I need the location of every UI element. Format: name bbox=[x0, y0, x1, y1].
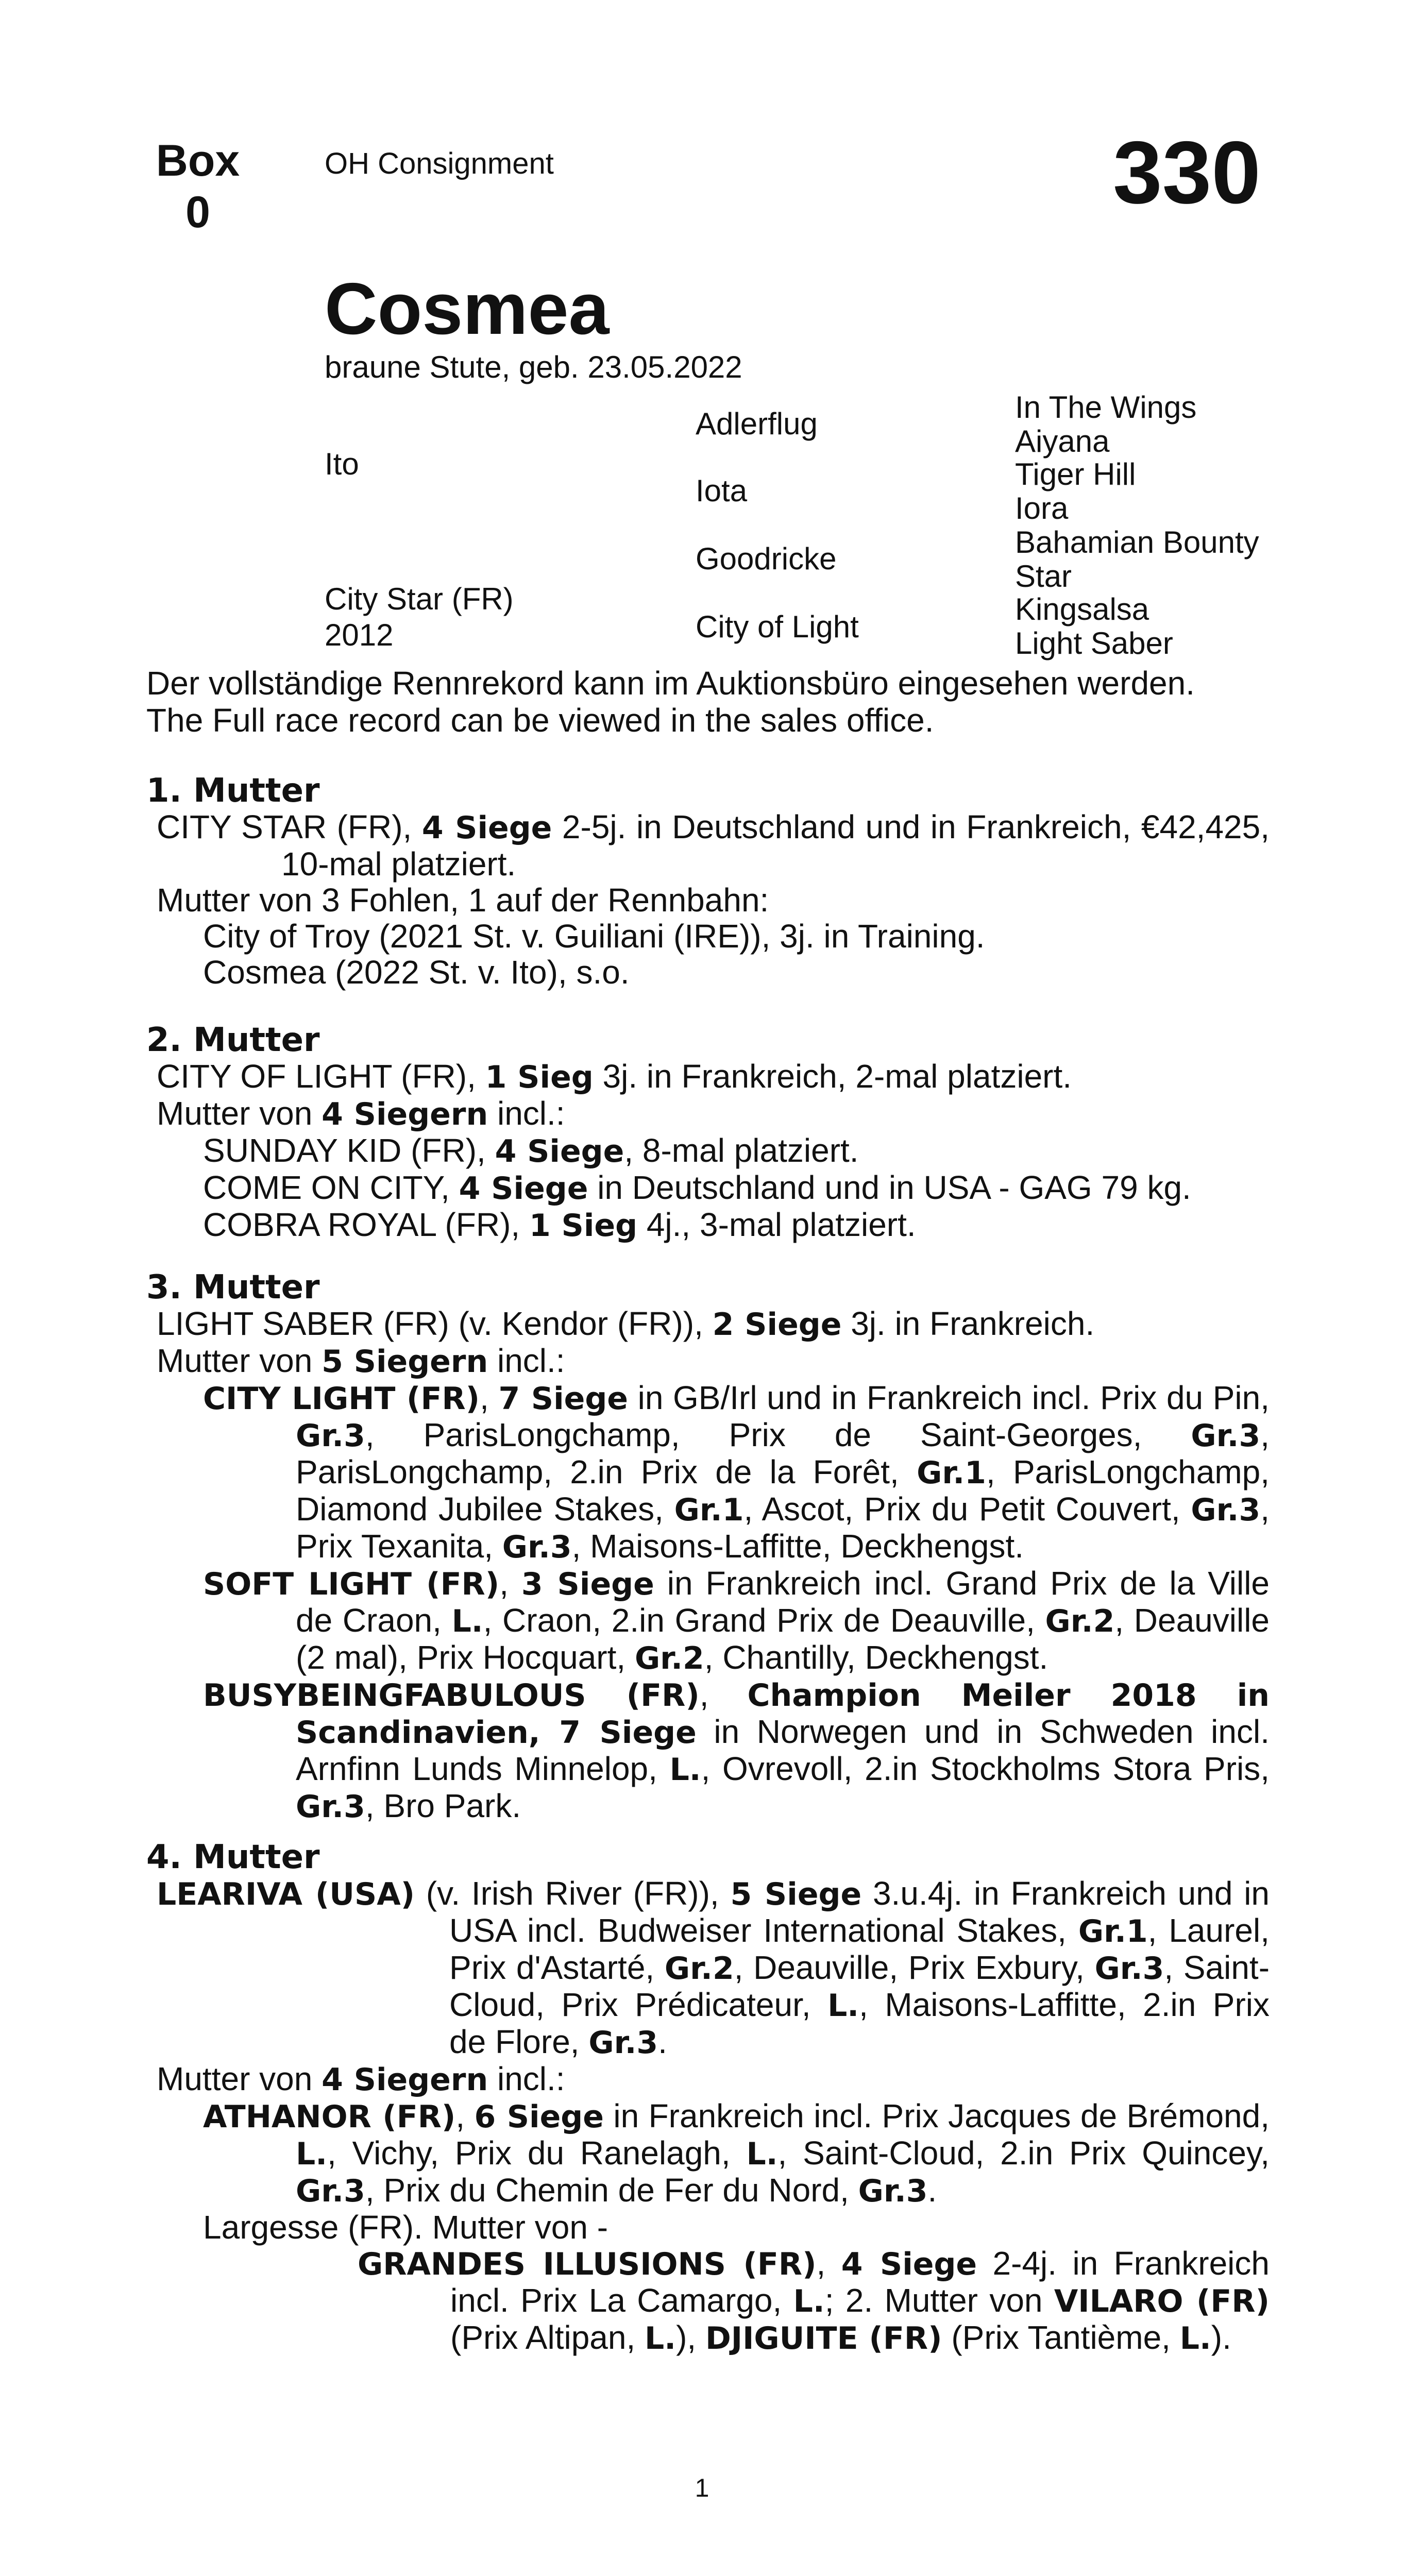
dam2-foal: SUNDAY KID (FR), 4 Siege, 8-mal platziert. bbox=[203, 1132, 859, 1170]
dam3-record: LIGHT SABER (FR) (v. Kendor (FR)), 2 Siege 3j. in Frankreich. bbox=[157, 1305, 1095, 1343]
dam1-foal: City of Troy (2021 St. v. Guiliani (IRE)), 3j. in Training. bbox=[203, 918, 985, 955]
dam4-section bbox=[146, 1839, 1270, 2357]
pedigree-dsd: Star bbox=[1015, 559, 1072, 594]
dam3-section bbox=[146, 1269, 1270, 1825]
pedigree-dss: Bahamian Bounty bbox=[1015, 525, 1259, 560]
dam3-foal: SOFT LIGHT (FR), 3 Siege in Frankreich incl. Grand Prix de la Ville de Craon, L., Craon, 2.in Grand Prix de Deauville, Gr.2, Deauville (2 mal), Prix Hocquart, Gr.2, Chantilly, Deckhengst. bbox=[203, 1565, 1270, 1676]
dam2-foal: COME ON CITY, 4 Siege in Deutschland und in USA - GAG 79 kg. bbox=[203, 1169, 1191, 1207]
dam4-record: LEARIVA (USA) (v. Irish River (FR)), 5 Siege 3.u.4j. in Frankreich und in USA incl. Budweiser International Stakes, Gr.1, Laurel, Prix d'Astarté, Gr.2, Deauville, Prix Exbury, Gr.3, Saint-Cloud, Prix Prédicateur, L., Maisons-Laffitte, 2.in Prix de Flore, Gr.3. bbox=[157, 1875, 1270, 2061]
dam2-foal: COBRA ROYAL (FR), 1 Sieg 4j., 3-mal platziert. bbox=[203, 1206, 916, 1244]
pedigree-sire-dam: Iota bbox=[696, 473, 748, 508]
pedigree-ssd: Aiyana bbox=[1015, 424, 1110, 459]
dam2-produce: Mutter von 4 Siegern incl.: bbox=[157, 1095, 565, 1132]
pedigree-dds: Kingsalsa bbox=[1015, 592, 1149, 626]
dam2-heading: 2. Mutter bbox=[146, 1021, 320, 1059]
pedigree-dam-sire: Goodricke bbox=[696, 541, 837, 576]
dam1-heading: 1. Mutter bbox=[146, 772, 320, 810]
dam1-section bbox=[146, 773, 1270, 990]
pedigree-sire-sire: Adlerflug bbox=[696, 406, 818, 441]
note-en: The Full race record can be viewed in the sales office. bbox=[146, 702, 934, 739]
consignor: OH Consignment bbox=[325, 147, 554, 180]
dam3-foal: CITY LIGHT (FR), 7 Siege in GB/Irl und in Frankreich incl. Prix du Pin, Gr.3, ParisLongchamp, Prix de Saint-Georges, Gr.3, ParisLongchamp, 2.in Prix de la Forêt, Gr.1, ParisLongchamp, Diamond Jubilee Stakes, Gr.1, Ascot, Prix du Petit Couvert, Gr.3, Prix Texanita, Gr.3, Maisons-Laffitte, Deckhengst. bbox=[203, 1379, 1270, 1565]
lot-number: 330 bbox=[1113, 123, 1261, 222]
pedigree-sire: Ito bbox=[325, 447, 359, 481]
dam4-grandfoal: GRANDES ILLUSIONS (FR), 4 Siege 2-4j. in Frankreich incl. Prix La Camargo, L.; 2. Mutter von VILARO (FR) (Prix Altipan, L.), DJIGUITE (FR) (Prix Tantième, L.). bbox=[358, 2245, 1270, 2357]
pedigree-dam-dam: City of Light bbox=[696, 609, 859, 644]
pedigree-sds: Tiger Hill bbox=[1015, 457, 1136, 492]
box-label: Box bbox=[156, 136, 240, 185]
dam3-foal: BUSYBEINGFABULOUS (FR), Champion Meiler 2018 in Scandinavien, 7 Siege in Norwegen und in Schweden incl. Arnfinn Lunds Minnelop, L., Ovrevoll, 2.in Stockholms Stora Pris, Gr.3, Bro Park. bbox=[203, 1676, 1270, 1825]
pedigree-sss: In The Wings bbox=[1015, 390, 1197, 425]
page-number: 1 bbox=[695, 2473, 709, 2502]
note-de: Der vollständige Rennrekord kann im Auktionsbüro eingesehen werden. bbox=[146, 665, 1195, 702]
horse-description: braune Stute, geb. 23.05.2022 bbox=[325, 350, 742, 384]
dam1-foal: Cosmea (2022 St. v. Ito), s.o. bbox=[203, 954, 630, 991]
dam2-record: CITY OF LIGHT (FR), 1 Sieg 3j. in Frankreich, 2-mal platziert. bbox=[157, 1058, 1072, 1095]
pedigree-dam-year: 2012 bbox=[325, 618, 394, 652]
dam1-produce: Mutter von 3 Fohlen, 1 auf der Rennbahn: bbox=[157, 882, 769, 919]
box-number: 0 bbox=[185, 188, 210, 237]
race-record-note bbox=[146, 665, 1270, 739]
dam4-foal: Largesse (FR). Mutter von - bbox=[203, 2209, 608, 2246]
dam2-section bbox=[146, 1022, 1270, 1244]
dam4-heading: 4. Mutter bbox=[146, 1838, 320, 1876]
dam4-produce: Mutter von 4 Siegern incl.: bbox=[157, 2060, 565, 2098]
pedigree-dam: City Star (FR) bbox=[325, 582, 514, 616]
pedigree-sdd: Iora bbox=[1015, 491, 1069, 526]
pedigree-ddd: Light Saber bbox=[1015, 626, 1173, 660]
dam4-foal: ATHANOR (FR), 6 Siege in Frankreich incl. Prix Jacques de Brémond, L., Vichy, Prix du Ranelagh, L., Saint-Cloud, 2.in Prix Quincey, Gr.3, Prix du Chemin de Fer du Nord, Gr.3. bbox=[203, 2097, 1270, 2209]
horse-name: Cosmea bbox=[325, 268, 610, 350]
dam3-produce: Mutter von 5 Siegern incl.: bbox=[157, 1342, 565, 1380]
dam3-heading: 3. Mutter bbox=[146, 1268, 320, 1307]
box-label-block bbox=[146, 135, 249, 238]
dam1-record: CITY STAR (FR), 4 Siege 2-5j. in Deutschland und in Frankreich, €42,425, 10-mal platziert. bbox=[157, 808, 1270, 883]
